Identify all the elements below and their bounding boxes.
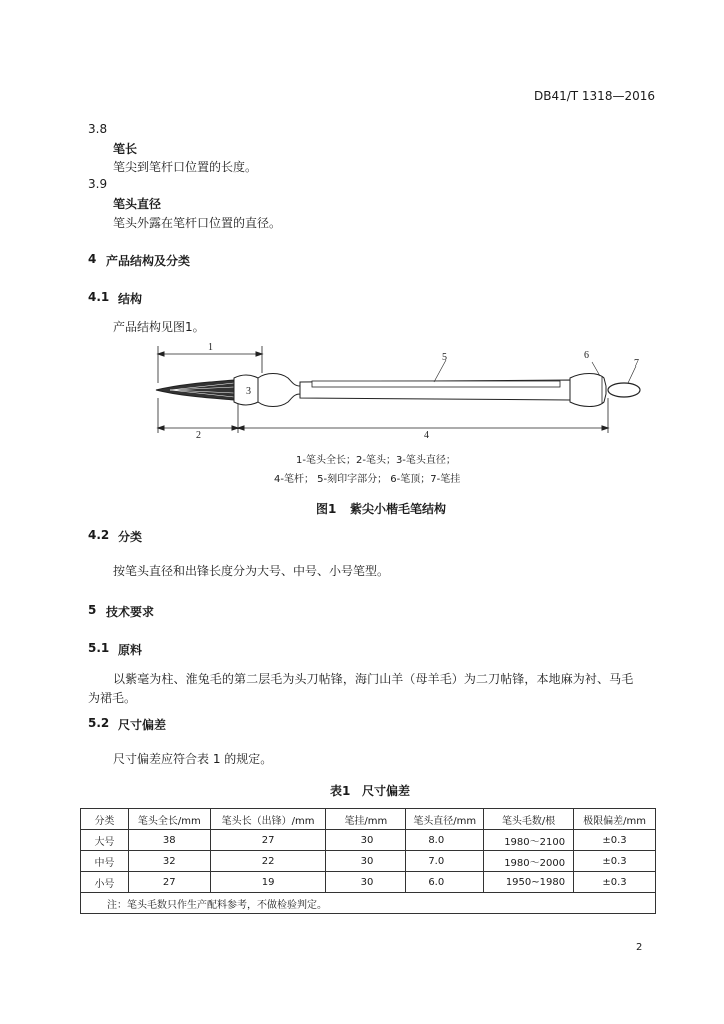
table-header-cell: 极限偏差/mm	[574, 809, 656, 830]
figure-label-4: 4	[424, 430, 429, 441]
table-cell: 大号	[81, 830, 129, 851]
figure-legend: 1-笔头全长；2-笔头；3-笔头直径；	[296, 455, 456, 466]
subsection-title: 尺寸偏差	[118, 718, 167, 732]
subsection-number: 5.2	[88, 716, 110, 730]
term-definition: 笔尖到笔杆口位置的长度。	[113, 160, 258, 174]
figure-label-3: 3	[246, 386, 251, 397]
subsection-title: 结构	[118, 292, 143, 306]
paragraph: 按笔头直径和出锋长度分为大号、中号、小号笔型。	[113, 564, 390, 578]
table-cell: 1980～2100	[484, 830, 574, 851]
figure-label-1: 1	[208, 342, 213, 353]
page-number: 2	[636, 942, 643, 953]
section-number: 5	[88, 603, 97, 617]
standard-code: DB41/T 1318—2016	[533, 89, 655, 103]
paragraph: 产品结构见图1。	[113, 320, 205, 334]
table-caption-number: 表1	[330, 784, 351, 798]
table-cell: ±0.3	[574, 872, 656, 893]
term-number: 3.9	[88, 177, 108, 191]
table-note: 注：笔头毛数只作生产配料参考，不做检验判定。	[81, 893, 656, 914]
subsection-number: 5.1	[88, 641, 110, 655]
table-cell: 32	[128, 851, 210, 872]
term-name: 笔长	[113, 142, 138, 156]
table-cell: ±0.3	[574, 830, 656, 851]
table-cell: 30	[326, 872, 406, 893]
table-header-cell: 笔挂/mm	[326, 809, 406, 830]
figure-label-2: 2	[196, 430, 201, 441]
table-row	[81, 851, 656, 872]
paragraph: 尺寸偏差应符合表 1 的规定。	[113, 752, 273, 766]
table-cell: 27	[210, 830, 326, 851]
section-title: 技术要求	[106, 605, 155, 619]
figure-label-5: 5	[442, 352, 447, 363]
paragraph: 为裙毛。	[88, 691, 137, 705]
table-header-cell: 笔头直径/mm	[406, 809, 484, 830]
figure-label-7: 7	[634, 358, 639, 369]
table-cell: 7.0	[406, 851, 484, 872]
figure-caption-number: 图1	[316, 502, 337, 516]
table-header-row	[81, 809, 656, 830]
table-cell: 8.0	[406, 830, 484, 851]
term-number: 3.8	[88, 122, 108, 136]
table-cell: 6.0	[406, 872, 484, 893]
section-title: 产品结构及分类	[106, 254, 191, 268]
table-caption: 尺寸偏差	[362, 784, 411, 798]
table-cell: 30	[326, 851, 406, 872]
table-cell: 30	[326, 830, 406, 851]
table-cell: 19	[210, 872, 326, 893]
subsection-title: 分类	[118, 530, 143, 544]
subsection-number: 4.2	[88, 528, 110, 542]
table-row	[81, 830, 656, 851]
table-header-cell: 分类	[81, 809, 129, 830]
table-cell: ±0.3	[574, 851, 656, 872]
figure-legend: 4-笔杆； 5-刻印字部分； 6-笔顶；7-笔挂	[274, 474, 461, 485]
brush-structure-figure	[150, 338, 670, 448]
term-definition: 笔头外露在笔杆口位置的直径。	[113, 216, 282, 230]
table-cell: 38	[128, 830, 210, 851]
figure-caption: 紫尖小楷毛笔结构	[350, 502, 447, 516]
table-header-cell: 笔头毛数/根	[484, 809, 574, 830]
table-note-row	[81, 893, 656, 914]
table-row	[81, 872, 656, 893]
dimension-deviation-table	[80, 808, 656, 914]
paragraph: 以紫毫为柱、淮兔毛的第二层毛为头刀帖锋，海门山羊（母羊毛）为二刀帖锋，本地麻为衬、马毛	[113, 672, 634, 686]
table-header-cell: 笔头长（出锋）/mm	[210, 809, 326, 830]
table-cell: 1980～2000	[484, 851, 574, 872]
table-header-cell: 笔头全长/mm	[128, 809, 210, 830]
table-cell: 22	[210, 851, 326, 872]
table-cell: 中号	[81, 851, 129, 872]
subsection-number: 4.1	[88, 290, 110, 304]
subsection-title: 原料	[118, 643, 143, 657]
term-name: 笔头直径	[113, 197, 162, 211]
table-cell: 27	[128, 872, 210, 893]
table-cell: 小号	[81, 872, 129, 893]
figure-label-6: 6	[584, 350, 589, 361]
section-number: 4	[88, 252, 97, 266]
table-cell: 1950~1980	[484, 872, 574, 893]
